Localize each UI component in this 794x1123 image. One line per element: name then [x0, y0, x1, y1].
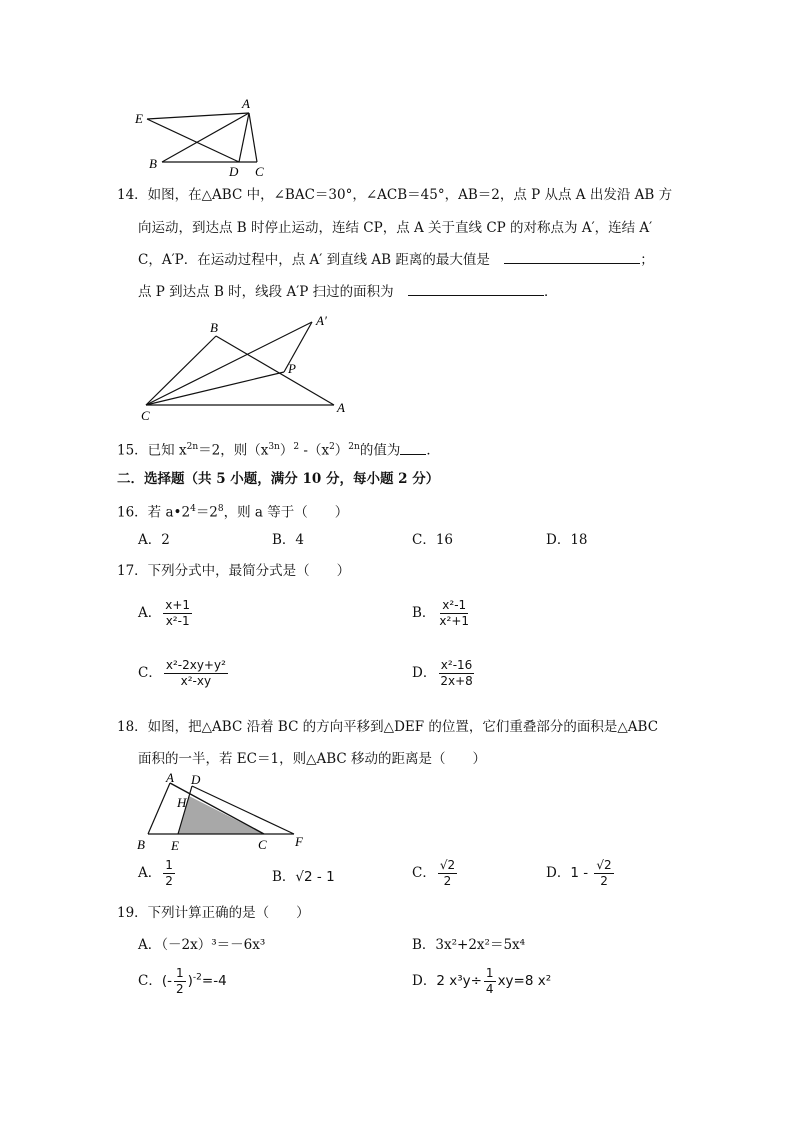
q16-option-c[interactable]: C．16	[412, 532, 454, 548]
q14-line1: 14．如图，在△ABC 中，∠BAC＝30°，∠ACB＝45°，AB＝2，点 P 从点 A 出发沿 AB 方	[117, 187, 673, 203]
q19-d-left: 2 x³y÷	[436, 973, 482, 989]
q17-d-label: D．	[412, 665, 437, 681]
q18-line1: 18．如图，把△ABC 沿着 BC 的方向平移到△DEF 的位置，它们重叠部分的面积是△ABC	[117, 719, 659, 735]
q15-end: ．	[426, 442, 440, 459]
q16-exp1: 4	[190, 504, 196, 514]
label-C: C	[255, 164, 264, 179]
q16-option-d[interactable]: D．18	[546, 532, 588, 548]
fraction	[164, 658, 228, 689]
denominator: 2	[443, 874, 452, 888]
label-P: P	[288, 361, 296, 376]
q15-exp1: 2n	[186, 442, 199, 452]
q19-option-c[interactable]	[138, 966, 227, 997]
denominator: x²+1	[439, 614, 470, 628]
q15-mid3: -（x	[299, 442, 330, 459]
fraction	[437, 598, 471, 629]
q19-c-exp: -2	[192, 972, 202, 983]
q19-option-d[interactable]	[412, 966, 551, 997]
overlap-shaded-region	[178, 796, 264, 834]
q15-exp5: 2n	[348, 442, 360, 452]
fraction	[438, 858, 457, 889]
label-B: B	[210, 320, 218, 335]
q18-c-label: C．	[412, 865, 436, 881]
q15-exp2: 3n	[268, 442, 280, 452]
q19-c-close: )	[187, 973, 193, 989]
q14-line4-end: ．	[543, 284, 558, 300]
q15-mid2: ）	[279, 442, 294, 459]
q18-a-label: A．	[138, 865, 162, 881]
q16-stem-a: 16．若 a•2	[117, 504, 191, 521]
q18-option-b[interactable]	[272, 868, 335, 886]
q17-option-c[interactable]	[138, 658, 230, 689]
q19-stem: 19．下列计算正确的是（ ）	[117, 905, 310, 921]
q14-line3	[138, 251, 654, 269]
q14-line3-text: C，A′P．在运动过程中，点 A′ 到直线 AB 距离的最大值是	[138, 252, 490, 268]
q18-b-value: √2 - 1	[295, 869, 335, 885]
label-D: D	[191, 772, 201, 787]
q14-line4-text: 点 P 到达点 B 时，线段 A′P 扫过的面积为	[138, 284, 394, 300]
figure-q13	[132, 94, 278, 180]
q18-d-prefix: 1 -	[570, 865, 593, 881]
label-B: B	[149, 156, 157, 171]
answer-blank-3[interactable]	[400, 442, 426, 455]
q16-option-b[interactable]: B．4	[272, 532, 305, 548]
fraction	[438, 658, 474, 689]
label-A-prime: A′	[316, 313, 327, 328]
q15-mid1: ＝2，则（x	[198, 442, 269, 459]
denominator: x²-xy	[180, 674, 212, 688]
q18-option-c[interactable]	[412, 858, 459, 889]
q14-line4	[138, 283, 557, 301]
numerator: 1	[175, 966, 184, 980]
denominator: 2	[600, 874, 608, 888]
q16-option-a[interactable]: A．2	[138, 532, 170, 548]
numerator: x+1	[165, 598, 191, 612]
label-A: A	[166, 772, 174, 785]
numerator: 1	[485, 966, 494, 980]
q15-mid4: ）	[334, 442, 349, 459]
q19-option-b[interactable]: B．3x²+2x²＝5x⁴	[412, 937, 526, 953]
q16-exp2: 8	[217, 504, 224, 514]
fraction	[163, 598, 192, 629]
q19-d-label: D．	[412, 973, 437, 989]
q18-option-d[interactable]	[546, 858, 616, 889]
q19-option-a[interactable]: A．（－2x）³＝－6x³	[138, 937, 266, 953]
q17-stem: 17．下列分式中，最简分式是（ ）	[117, 563, 351, 579]
q17-a-label: A．	[138, 605, 162, 621]
q17-option-a[interactable]	[138, 598, 194, 629]
label-A: A	[242, 96, 250, 111]
denominator: 2x+8	[440, 674, 473, 688]
label-E: E	[135, 111, 143, 126]
denominator: 2	[175, 982, 184, 996]
q15-prefix: 15．已知 x	[117, 442, 187, 459]
q15-exp4: 2	[329, 442, 335, 452]
denominator: x²-1	[165, 614, 190, 628]
answer-blank-1[interactable]	[504, 251, 640, 264]
label-B: B	[137, 837, 145, 852]
fraction	[594, 858, 613, 889]
q15-exp3: 2	[293, 442, 300, 452]
q19-c-label: C．	[138, 973, 162, 989]
q16-stem-b: ＝2	[195, 504, 218, 521]
q15	[117, 438, 440, 460]
label-C: C	[141, 408, 150, 423]
section-title: 二．选择题（共 5 小题，满分 10 分，每小题 2 分）	[117, 471, 440, 487]
q16-stem	[117, 500, 348, 522]
numerator: x²-16	[440, 658, 473, 672]
label-F: F	[295, 834, 303, 849]
q15-suffix: 的值为	[359, 442, 401, 459]
label-H: H	[177, 795, 187, 810]
q18-option-a[interactable]	[138, 858, 177, 889]
q17-b-label: B．	[412, 605, 436, 621]
figure-q14	[136, 312, 354, 424]
q18-b-label: B．	[272, 869, 296, 885]
numerator: √2	[596, 858, 612, 872]
numerator: x²-2xy+y²	[165, 658, 226, 672]
numerator: √2	[439, 858, 456, 872]
q18-line2: 面积的一半，若 EC＝1，则△ABC 移动的距离是（ ）	[138, 751, 486, 767]
q17-option-b[interactable]	[412, 598, 473, 629]
q17-option-d[interactable]	[412, 658, 477, 689]
q19-c-rhs: =-4	[201, 973, 227, 989]
numerator: x²-1	[442, 598, 467, 612]
label-D: D	[229, 164, 239, 179]
q19-d-right: xy=8 x²	[497, 973, 552, 989]
q19-c-open: (-	[161, 973, 172, 989]
figure-q18	[134, 772, 312, 854]
denominator: 4	[485, 982, 494, 996]
denominator: 2	[165, 874, 173, 888]
q14-line3-end: ；	[640, 252, 654, 268]
q14-line2: 向运动，到达点 B 时停止运动，连结 CP，点 A 关于直线 CP 的对称点为 A′，连结 A′	[138, 220, 653, 236]
q18-d-label: D．	[546, 865, 571, 881]
fraction	[174, 966, 186, 997]
answer-blank-2[interactable]	[408, 283, 544, 296]
label-A: A	[337, 400, 345, 415]
numerator: 1	[165, 858, 173, 872]
label-C: C	[258, 837, 267, 852]
q17-c-label: C．	[138, 665, 162, 681]
q16-stem-c: ，则 a 等于（ ）	[223, 504, 349, 521]
label-E: E	[171, 838, 179, 853]
fraction	[163, 858, 175, 889]
fraction	[484, 966, 496, 997]
